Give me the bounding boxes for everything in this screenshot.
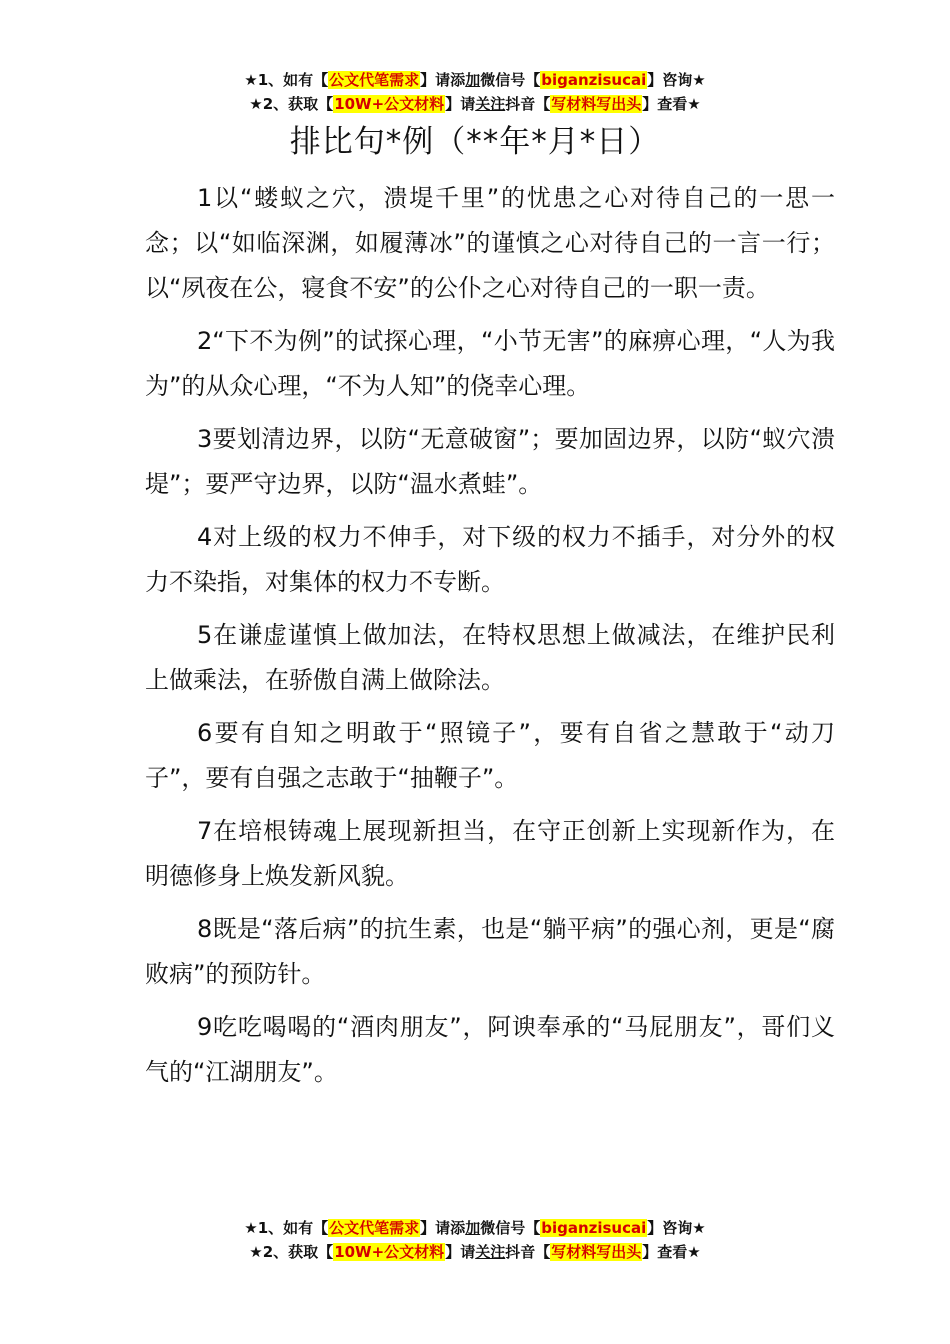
paragraph-6: 6要有自知之明敢于“照镜子”，要有自省之慧敢于“动刀子”，要有自强之志敢于“抽鞭子”。 (145, 719, 835, 792)
notice-text: 抖音【 (505, 1243, 551, 1261)
notice-text: 】查看★ (642, 1243, 701, 1261)
notice-text: ★1、如有【 (244, 1219, 329, 1237)
notice-text: 】请添 (420, 71, 466, 89)
notice-highlight: 10W+公文材料 (334, 95, 445, 113)
notice-underlined-text: 加 (465, 71, 481, 89)
header-notice (0, 68, 950, 116)
notice-highlight: 10W+公文材料 (334, 1243, 445, 1261)
notice-highlight: 公文代笔需求 (329, 71, 420, 89)
notice-underlined-text: 关注 (475, 95, 506, 113)
paragraph-7: 7在培根铸魂上展现新担当，在守正创新上实现新作为，在明德修身上焕发新风貌。 (145, 817, 835, 890)
paragraph-9: 9吃吃喝喝的“酒肉朋友”，阿谀奉承的“马屁朋友”，哥们义气的“江湖朋友”。 (145, 1013, 835, 1086)
notice-text: ★2、获取【 (249, 95, 334, 113)
notice-text: 】咨询★ (647, 1219, 706, 1237)
notice-text: 微信号【 (480, 1219, 541, 1237)
paragraph-3: 3要划清边界，以防“无意破窗”；要加固边界，以防“蚁穴溃堤”；要严守边界，以防“温水煮蛙”。 (145, 425, 835, 498)
notice-text: ★1、如有【 (244, 71, 329, 89)
footer-notice-line-1 (0, 1216, 950, 1240)
notice-text: ★2、获取【 (249, 1243, 334, 1261)
notice-highlight: biganzisucai (541, 71, 647, 89)
notice-text: 微信号【 (480, 71, 541, 89)
notice-text: 】请 (445, 1243, 476, 1261)
paragraph-4: 4对上级的权力不伸手，对下级的权力不插手，对分外的权力不染指，对集体的权力不专断。 (145, 523, 835, 596)
paragraph-1: 1以“蝼蚁之穴，溃堤千里”的忧患之心对待自己的一思一念；以“如临深渊，如履薄冰”的谨慎之心对待自己的一言一行；以“夙夜在公，寝食不安”的公仆之心对待自己的一职一责。 (145, 184, 835, 302)
notice-text: 】查看★ (642, 95, 701, 113)
document-title: 排比句*例（**年*月*日） (289, 124, 661, 160)
notice-text: 】请 (445, 95, 476, 113)
paragraph-5: 5在谦虚谨慎上做加法，在特权思想上做减法，在维护民利上做乘法，在骄傲自满上做除法。 (145, 621, 835, 694)
notice-highlight: 写材料写出头 (551, 1243, 642, 1261)
notice-underlined-text: 关注 (475, 1243, 506, 1261)
notice-text: 】咨询★ (647, 71, 706, 89)
header-notice-line-2 (0, 92, 950, 116)
paragraph-2: 2“下不为例”的试探心理，“小节无害”的麻痹心理，“人为我为”的从众心理，“不为人知”的侥幸心理。 (145, 327, 835, 400)
notice-text: 抖音【 (505, 95, 551, 113)
paragraph-8: 8既是“落后病”的抗生素，也是“躺平病”的强心剂，更是“腐败病”的预防针。 (145, 915, 835, 988)
footer-notice-line-2 (0, 1240, 950, 1264)
header-notice-line-1 (0, 68, 950, 92)
notice-highlight: 写材料写出头 (551, 95, 642, 113)
footer-notice (0, 1216, 950, 1264)
notice-text: 】请添 (420, 1219, 466, 1237)
notice-highlight: 公文代笔需求 (329, 1219, 420, 1237)
document-body (145, 176, 835, 1103)
notice-highlight: biganzisucai (541, 1219, 647, 1237)
notice-underlined-text: 加 (465, 1219, 481, 1237)
